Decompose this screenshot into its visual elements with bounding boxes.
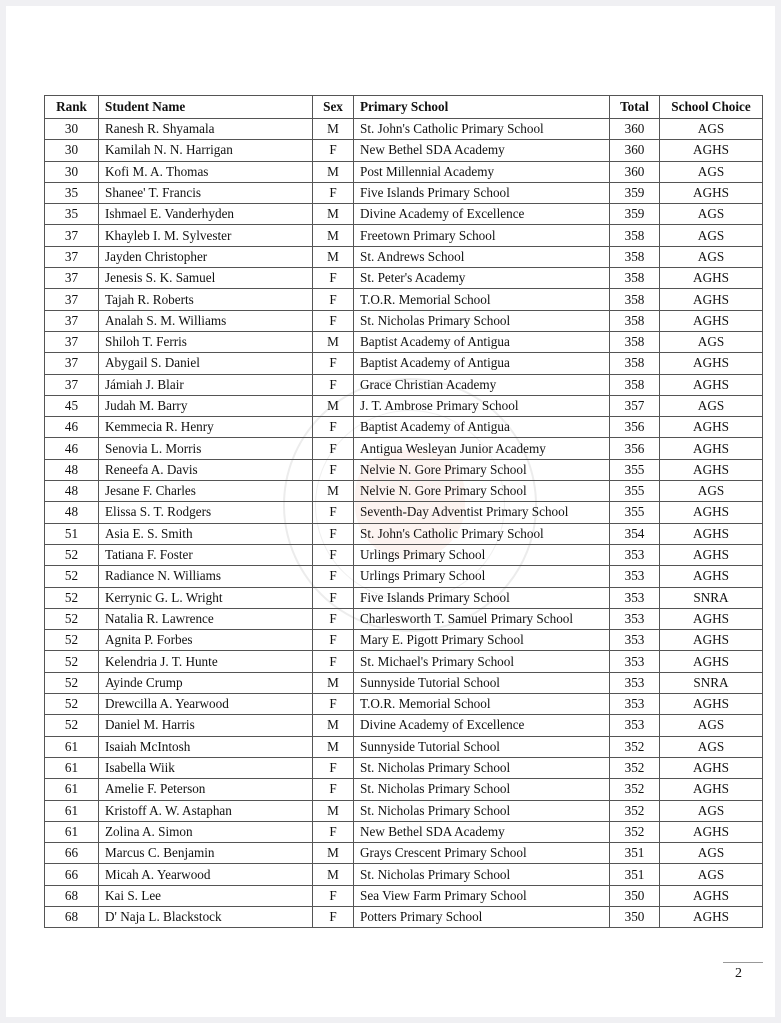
cell-student-name: Analah S. M. Williams bbox=[99, 310, 313, 331]
cell-sex: F bbox=[313, 885, 354, 906]
cell-school-choice: AGS bbox=[660, 204, 763, 225]
cell-sex: F bbox=[313, 694, 354, 715]
cell-rank: 61 bbox=[45, 736, 99, 757]
cell-rank: 61 bbox=[45, 757, 99, 778]
cell-sex: M bbox=[313, 331, 354, 352]
table-row bbox=[45, 119, 763, 140]
cell-total: 353 bbox=[610, 566, 660, 587]
cell-primary-school: Nelvie N. Gore Primary School bbox=[354, 481, 610, 502]
cell-student-name: Jayden Christopher bbox=[99, 246, 313, 267]
cell-primary-school: J. T. Ambrose Primary School bbox=[354, 395, 610, 416]
cell-rank: 68 bbox=[45, 906, 99, 927]
cell-school-choice: AGHS bbox=[660, 374, 763, 395]
table-row bbox=[45, 438, 763, 459]
cell-school-choice: AGHS bbox=[660, 906, 763, 927]
cell-sex: F bbox=[313, 310, 354, 331]
cell-primary-school: Baptist Academy of Antigua bbox=[354, 417, 610, 438]
cell-total: 352 bbox=[610, 736, 660, 757]
cell-school-choice: AGS bbox=[660, 161, 763, 182]
cell-school-choice: AGHS bbox=[660, 885, 763, 906]
cell-primary-school: Nelvie N. Gore Primary School bbox=[354, 459, 610, 480]
cell-rank: 37 bbox=[45, 225, 99, 246]
cell-primary-school: Urlings Primary School bbox=[354, 544, 610, 565]
cell-primary-school: St. Peter's Academy bbox=[354, 268, 610, 289]
cell-primary-school: Baptist Academy of Antigua bbox=[354, 331, 610, 352]
table-row bbox=[45, 395, 763, 416]
cell-sex: M bbox=[313, 119, 354, 140]
cell-total: 355 bbox=[610, 502, 660, 523]
cell-school-choice: AGS bbox=[660, 843, 763, 864]
cell-student-name: Drewcilla A. Yearwood bbox=[99, 694, 313, 715]
cell-sex: F bbox=[313, 438, 354, 459]
header-student-name: Student Name bbox=[99, 96, 313, 119]
cell-rank: 61 bbox=[45, 779, 99, 800]
cell-sex: F bbox=[313, 374, 354, 395]
cell-primary-school: Freetown Primary School bbox=[354, 225, 610, 246]
cell-school-choice: AGHS bbox=[660, 140, 763, 161]
cell-rank: 48 bbox=[45, 459, 99, 480]
cell-total: 355 bbox=[610, 459, 660, 480]
cell-primary-school: St. Nicholas Primary School bbox=[354, 864, 610, 885]
cell-school-choice: AGHS bbox=[660, 566, 763, 587]
cell-primary-school: T.O.R. Memorial School bbox=[354, 289, 610, 310]
cell-school-choice: AGHS bbox=[660, 310, 763, 331]
header-sex: Sex bbox=[313, 96, 354, 119]
table-row bbox=[45, 779, 763, 800]
table-row bbox=[45, 481, 763, 502]
cell-total: 356 bbox=[610, 417, 660, 438]
cell-primary-school: St. Nicholas Primary School bbox=[354, 757, 610, 778]
cell-student-name: Amelie F. Peterson bbox=[99, 779, 313, 800]
table-row bbox=[45, 246, 763, 267]
cell-rank: 37 bbox=[45, 246, 99, 267]
cell-primary-school: Seventh-Day Adventist Primary School bbox=[354, 502, 610, 523]
cell-school-choice: AGHS bbox=[660, 289, 763, 310]
cell-total: 352 bbox=[610, 800, 660, 821]
cell-primary-school: T.O.R. Memorial School bbox=[354, 694, 610, 715]
cell-rank: 52 bbox=[45, 608, 99, 629]
cell-total: 353 bbox=[610, 715, 660, 736]
table-row bbox=[45, 353, 763, 374]
cell-sex: M bbox=[313, 481, 354, 502]
cell-student-name: Kofi M. A. Thomas bbox=[99, 161, 313, 182]
cell-primary-school: Divine Academy of Excellence bbox=[354, 715, 610, 736]
cell-school-choice: AGHS bbox=[660, 523, 763, 544]
cell-sex: M bbox=[313, 161, 354, 182]
cell-primary-school: New Bethel SDA Academy bbox=[354, 821, 610, 842]
cell-student-name: Shanee' T. Francis bbox=[99, 182, 313, 203]
cell-rank: 68 bbox=[45, 885, 99, 906]
cell-primary-school: St. Nicholas Primary School bbox=[354, 779, 610, 800]
cell-sex: M bbox=[313, 395, 354, 416]
results-table bbox=[44, 95, 763, 928]
table-row bbox=[45, 608, 763, 629]
cell-school-choice: AGHS bbox=[660, 182, 763, 203]
cell-student-name: Natalia R. Lawrence bbox=[99, 608, 313, 629]
cell-rank: 52 bbox=[45, 715, 99, 736]
cell-student-name: Jenesis S. K. Samuel bbox=[99, 268, 313, 289]
cell-school-choice: AGHS bbox=[660, 821, 763, 842]
cell-rank: 52 bbox=[45, 672, 99, 693]
page-number-rule bbox=[723, 962, 763, 963]
cell-student-name: Kai S. Lee bbox=[99, 885, 313, 906]
table-row bbox=[45, 374, 763, 395]
table-row bbox=[45, 310, 763, 331]
cell-total: 353 bbox=[610, 672, 660, 693]
cell-total: 355 bbox=[610, 481, 660, 502]
cell-total: 353 bbox=[610, 630, 660, 651]
table-row bbox=[45, 417, 763, 438]
cell-rank: 52 bbox=[45, 694, 99, 715]
cell-rank: 37 bbox=[45, 353, 99, 374]
cell-total: 358 bbox=[610, 353, 660, 374]
cell-student-name: Marcus C. Benjamin bbox=[99, 843, 313, 864]
cell-school-choice: AGS bbox=[660, 331, 763, 352]
cell-student-name: Isabella Wiik bbox=[99, 757, 313, 778]
cell-primary-school: Antigua Wesleyan Junior Academy bbox=[354, 438, 610, 459]
cell-school-choice: AGHS bbox=[660, 651, 763, 672]
cell-student-name: Micah A. Yearwood bbox=[99, 864, 313, 885]
cell-student-name: Shiloh T. Ferris bbox=[99, 331, 313, 352]
table-row bbox=[45, 523, 763, 544]
table-row bbox=[45, 672, 763, 693]
cell-school-choice: AGHS bbox=[660, 268, 763, 289]
table-row bbox=[45, 225, 763, 246]
table-header bbox=[45, 96, 763, 119]
table-row bbox=[45, 140, 763, 161]
cell-sex: F bbox=[313, 566, 354, 587]
cell-primary-school: Urlings Primary School bbox=[354, 566, 610, 587]
cell-primary-school: St. Nicholas Primary School bbox=[354, 800, 610, 821]
table-row bbox=[45, 566, 763, 587]
cell-total: 350 bbox=[610, 906, 660, 927]
cell-sex: F bbox=[313, 268, 354, 289]
cell-primary-school: Five Islands Primary School bbox=[354, 587, 610, 608]
cell-total: 354 bbox=[610, 523, 660, 544]
cell-sex: M bbox=[313, 864, 354, 885]
cell-total: 358 bbox=[610, 225, 660, 246]
cell-total: 357 bbox=[610, 395, 660, 416]
cell-student-name: Tatiana F. Foster bbox=[99, 544, 313, 565]
table-row bbox=[45, 204, 763, 225]
cell-primary-school: Grays Crescent Primary School bbox=[354, 843, 610, 864]
header-total: Total bbox=[610, 96, 660, 119]
cell-student-name: D' Naja L. Blackstock bbox=[99, 906, 313, 927]
table-row bbox=[45, 182, 763, 203]
cell-rank: 61 bbox=[45, 821, 99, 842]
cell-sex: F bbox=[313, 608, 354, 629]
cell-school-choice: AGS bbox=[660, 246, 763, 267]
cell-total: 360 bbox=[610, 140, 660, 161]
cell-rank: 52 bbox=[45, 544, 99, 565]
cell-primary-school: Five Islands Primary School bbox=[354, 182, 610, 203]
cell-school-choice: AGS bbox=[660, 864, 763, 885]
cell-rank: 52 bbox=[45, 651, 99, 672]
cell-school-choice: AGHS bbox=[660, 502, 763, 523]
cell-total: 359 bbox=[610, 182, 660, 203]
cell-student-name: Senovia L. Morris bbox=[99, 438, 313, 459]
cell-rank: 30 bbox=[45, 161, 99, 182]
cell-student-name: Elissa S. T. Rodgers bbox=[99, 502, 313, 523]
table-row bbox=[45, 736, 763, 757]
cell-sex: F bbox=[313, 353, 354, 374]
table-row bbox=[45, 651, 763, 672]
cell-student-name: Asia E. S. Smith bbox=[99, 523, 313, 544]
cell-rank: 61 bbox=[45, 800, 99, 821]
table-row bbox=[45, 289, 763, 310]
cell-school-choice: AGS bbox=[660, 800, 763, 821]
cell-total: 352 bbox=[610, 757, 660, 778]
cell-total: 350 bbox=[610, 885, 660, 906]
cell-student-name: Radiance N. Williams bbox=[99, 566, 313, 587]
cell-sex: F bbox=[313, 502, 354, 523]
cell-rank: 35 bbox=[45, 204, 99, 225]
cell-primary-school: Baptist Academy of Antigua bbox=[354, 353, 610, 374]
cell-student-name: Ranesh R. Shyamala bbox=[99, 119, 313, 140]
table-body bbox=[45, 119, 763, 928]
cell-school-choice: AGHS bbox=[660, 417, 763, 438]
cell-sex: M bbox=[313, 204, 354, 225]
cell-school-choice: AGS bbox=[660, 481, 763, 502]
cell-primary-school: New Bethel SDA Academy bbox=[354, 140, 610, 161]
table-row bbox=[45, 161, 763, 182]
table-row bbox=[45, 906, 763, 927]
table-row bbox=[45, 885, 763, 906]
table-row bbox=[45, 843, 763, 864]
cell-primary-school: St. Michael's Primary School bbox=[354, 651, 610, 672]
cell-school-choice: AGS bbox=[660, 225, 763, 246]
table-row bbox=[45, 821, 763, 842]
cell-student-name: Kemmecia R. Henry bbox=[99, 417, 313, 438]
cell-sex: M bbox=[313, 736, 354, 757]
cell-rank: 37 bbox=[45, 289, 99, 310]
cell-student-name: Zolina A. Simon bbox=[99, 821, 313, 842]
cell-total: 353 bbox=[610, 544, 660, 565]
cell-student-name: Jámiah J. Blair bbox=[99, 374, 313, 395]
cell-total: 351 bbox=[610, 864, 660, 885]
cell-sex: F bbox=[313, 757, 354, 778]
cell-rank: 46 bbox=[45, 417, 99, 438]
cell-rank: 48 bbox=[45, 502, 99, 523]
cell-total: 353 bbox=[610, 694, 660, 715]
header-school-choice: School Choice bbox=[660, 96, 763, 119]
cell-sex: F bbox=[313, 523, 354, 544]
cell-total: 358 bbox=[610, 331, 660, 352]
cell-student-name: Judah M. Barry bbox=[99, 395, 313, 416]
cell-student-name: Ishmael E. Vanderhyden bbox=[99, 204, 313, 225]
cell-primary-school: Sunnyside Tutorial School bbox=[354, 672, 610, 693]
cell-sex: F bbox=[313, 544, 354, 565]
cell-rank: 52 bbox=[45, 630, 99, 651]
cell-student-name: Kelendria J. T. Hunte bbox=[99, 651, 313, 672]
table-row bbox=[45, 864, 763, 885]
cell-school-choice: AGHS bbox=[660, 438, 763, 459]
cell-student-name: Khayleb I. M. Sylvester bbox=[99, 225, 313, 246]
cell-student-name: Kamilah N. N. Harrigan bbox=[99, 140, 313, 161]
cell-primary-school: St. Andrews School bbox=[354, 246, 610, 267]
page-number: 2 bbox=[735, 966, 742, 981]
cell-total: 351 bbox=[610, 843, 660, 864]
cell-primary-school: Sunnyside Tutorial School bbox=[354, 736, 610, 757]
cell-rank: 52 bbox=[45, 587, 99, 608]
table-row bbox=[45, 459, 763, 480]
cell-primary-school: Post Millennial Academy bbox=[354, 161, 610, 182]
cell-primary-school: St. John's Catholic Primary School bbox=[354, 523, 610, 544]
cell-school-choice: AGHS bbox=[660, 544, 763, 565]
cell-student-name: Reneefa A. Davis bbox=[99, 459, 313, 480]
cell-primary-school: Sea View Farm Primary School bbox=[354, 885, 610, 906]
cell-student-name: Kristoff A. W. Astaphan bbox=[99, 800, 313, 821]
cell-sex: F bbox=[313, 651, 354, 672]
cell-total: 358 bbox=[610, 374, 660, 395]
cell-student-name: Abygail S. Daniel bbox=[99, 353, 313, 374]
cell-rank: 37 bbox=[45, 268, 99, 289]
cell-total: 359 bbox=[610, 204, 660, 225]
cell-rank: 30 bbox=[45, 119, 99, 140]
cell-sex: M bbox=[313, 672, 354, 693]
table-row bbox=[45, 757, 763, 778]
cell-sex: F bbox=[313, 140, 354, 161]
cell-rank: 66 bbox=[45, 843, 99, 864]
header-primary-school: Primary School bbox=[354, 96, 610, 119]
cell-total: 352 bbox=[610, 821, 660, 842]
cell-school-choice: AGHS bbox=[660, 630, 763, 651]
cell-school-choice: AGHS bbox=[660, 459, 763, 480]
table-row bbox=[45, 694, 763, 715]
cell-rank: 37 bbox=[45, 331, 99, 352]
cell-primary-school: St. John's Catholic Primary School bbox=[354, 119, 610, 140]
table-row bbox=[45, 715, 763, 736]
cell-sex: M bbox=[313, 246, 354, 267]
cell-student-name: Kerrynic G. L. Wright bbox=[99, 587, 313, 608]
cell-school-choice: AGS bbox=[660, 119, 763, 140]
cell-school-choice: AGHS bbox=[660, 353, 763, 374]
cell-total: 358 bbox=[610, 289, 660, 310]
table-row bbox=[45, 544, 763, 565]
cell-school-choice: AGS bbox=[660, 715, 763, 736]
cell-rank: 37 bbox=[45, 310, 99, 331]
cell-student-name: Tajah R. Roberts bbox=[99, 289, 313, 310]
cell-primary-school: Mary E. Pigott Primary School bbox=[354, 630, 610, 651]
cell-sex: M bbox=[313, 225, 354, 246]
cell-rank: 30 bbox=[45, 140, 99, 161]
cell-total: 353 bbox=[610, 587, 660, 608]
cell-school-choice: AGS bbox=[660, 395, 763, 416]
table-row bbox=[45, 630, 763, 651]
cell-total: 358 bbox=[610, 246, 660, 267]
table-row bbox=[45, 331, 763, 352]
cell-total: 360 bbox=[610, 119, 660, 140]
cell-sex: F bbox=[313, 587, 354, 608]
table-row bbox=[45, 268, 763, 289]
cell-sex: F bbox=[313, 417, 354, 438]
cell-student-name: Daniel M. Harris bbox=[99, 715, 313, 736]
cell-total: 360 bbox=[610, 161, 660, 182]
cell-total: 358 bbox=[610, 268, 660, 289]
cell-sex: F bbox=[313, 182, 354, 203]
cell-student-name: Ayinde Crump bbox=[99, 672, 313, 693]
cell-student-name: Agnita P. Forbes bbox=[99, 630, 313, 651]
cell-sex: F bbox=[313, 289, 354, 310]
table-row bbox=[45, 800, 763, 821]
cell-school-choice: SNRA bbox=[660, 587, 763, 608]
cell-school-choice: SNRA bbox=[660, 672, 763, 693]
cell-total: 353 bbox=[610, 651, 660, 672]
cell-sex: M bbox=[313, 715, 354, 736]
cell-school-choice: AGHS bbox=[660, 757, 763, 778]
cell-student-name: Jesane F. Charles bbox=[99, 481, 313, 502]
cell-total: 358 bbox=[610, 310, 660, 331]
cell-sex: F bbox=[313, 630, 354, 651]
cell-school-choice: AGS bbox=[660, 736, 763, 757]
cell-rank: 45 bbox=[45, 395, 99, 416]
header-row bbox=[45, 96, 763, 119]
cell-total: 356 bbox=[610, 438, 660, 459]
cell-rank: 52 bbox=[45, 566, 99, 587]
cell-school-choice: AGHS bbox=[660, 779, 763, 800]
cell-rank: 37 bbox=[45, 374, 99, 395]
cell-school-choice: AGHS bbox=[660, 608, 763, 629]
cell-primary-school: St. Nicholas Primary School bbox=[354, 310, 610, 331]
cell-student-name: Isaiah McIntosh bbox=[99, 736, 313, 757]
cell-rank: 35 bbox=[45, 182, 99, 203]
table-row bbox=[45, 502, 763, 523]
cell-primary-school: Grace Christian Academy bbox=[354, 374, 610, 395]
cell-total: 353 bbox=[610, 608, 660, 629]
cell-rank: 46 bbox=[45, 438, 99, 459]
cell-sex: F bbox=[313, 906, 354, 927]
cell-sex: M bbox=[313, 800, 354, 821]
cell-total: 352 bbox=[610, 779, 660, 800]
cell-primary-school: Charlesworth T. Samuel Primary School bbox=[354, 608, 610, 629]
cell-primary-school: Divine Academy of Excellence bbox=[354, 204, 610, 225]
header-rank: Rank bbox=[45, 96, 99, 119]
cell-sex: F bbox=[313, 459, 354, 480]
cell-sex: F bbox=[313, 821, 354, 842]
cell-sex: F bbox=[313, 779, 354, 800]
cell-rank: 51 bbox=[45, 523, 99, 544]
cell-sex: M bbox=[313, 843, 354, 864]
cell-school-choice: AGHS bbox=[660, 694, 763, 715]
cell-primary-school: Potters Primary School bbox=[354, 906, 610, 927]
table-row bbox=[45, 587, 763, 608]
cell-rank: 48 bbox=[45, 481, 99, 502]
cell-rank: 66 bbox=[45, 864, 99, 885]
